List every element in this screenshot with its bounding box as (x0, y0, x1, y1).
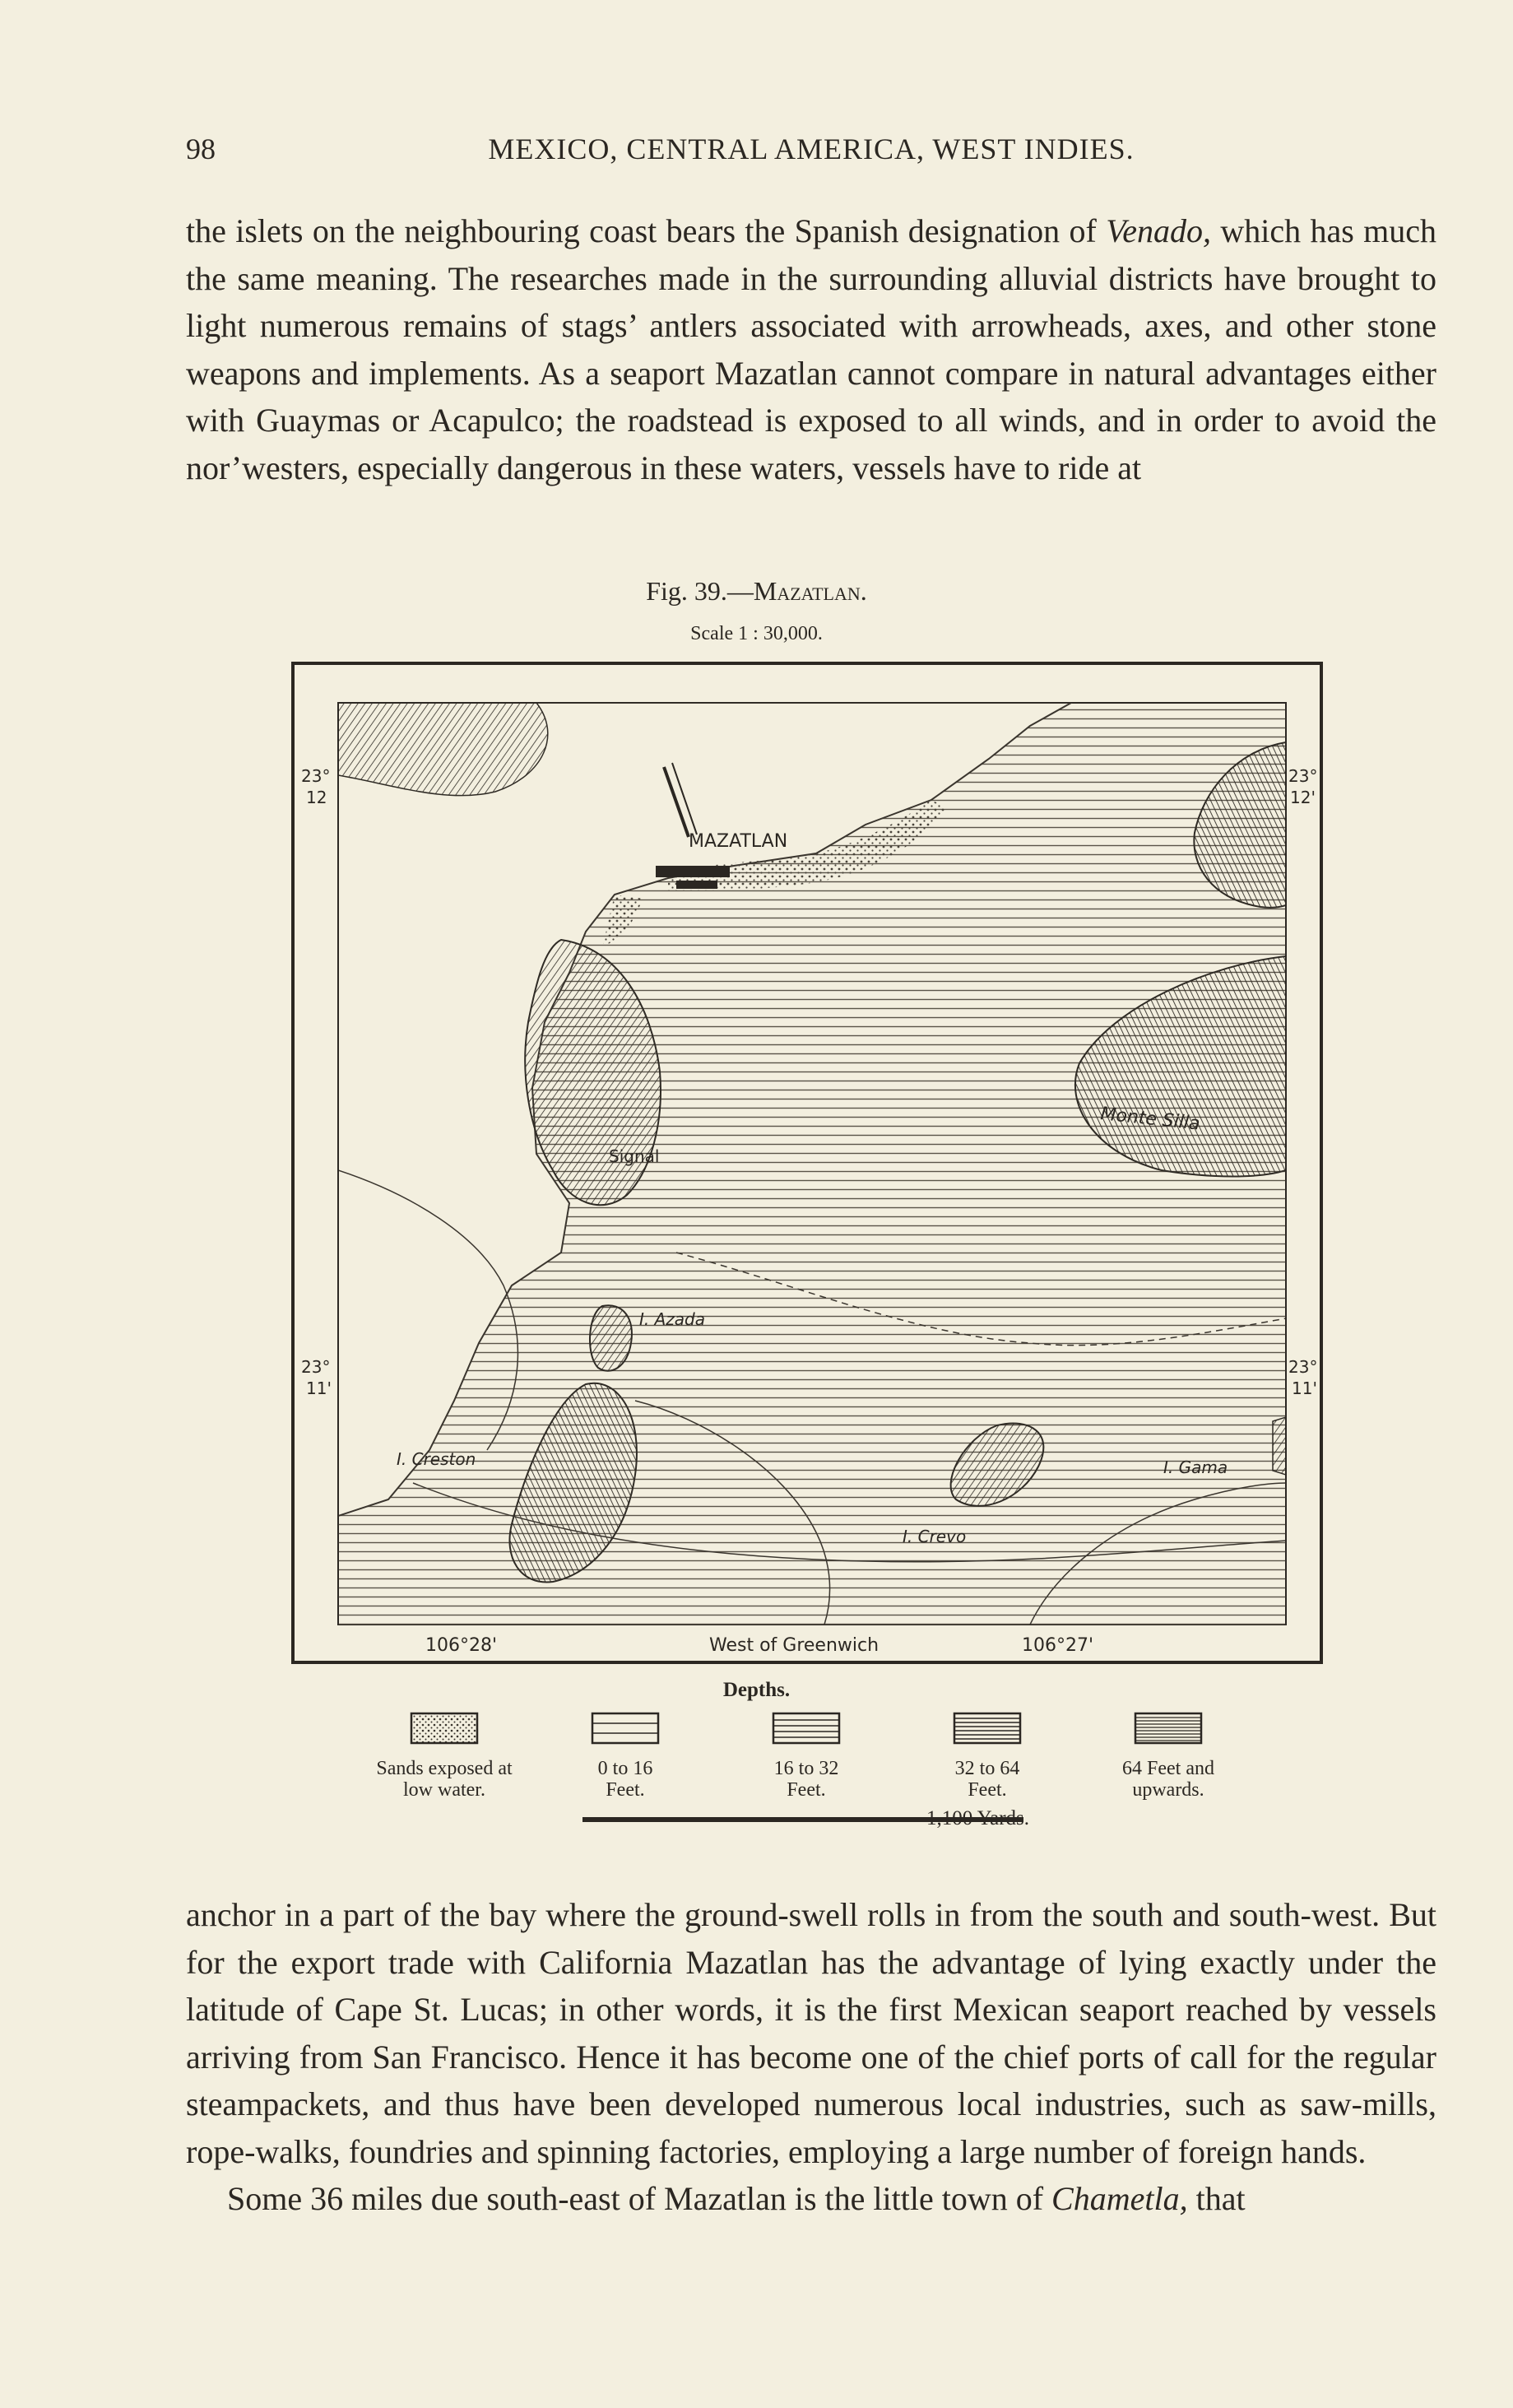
legend-swatch-16-32 (772, 1712, 841, 1745)
legend-item-32-64 (889, 1712, 1086, 1801)
paragraph-bottom (186, 1891, 1436, 2223)
isla-gama (1273, 1417, 1286, 1475)
figure-caption-title: Mazatlan. (753, 576, 867, 606)
label-isla-crevo: I. Crevo (903, 1527, 967, 1546)
paragraph-bottom-2 (186, 2175, 1436, 2223)
italic-chametla: Chametla, (1051, 2180, 1188, 2217)
figure-scale: Scale 1 : 30,000. (690, 623, 823, 644)
map-figure (290, 660, 1325, 1666)
label-isla-azada: I. Azada (639, 1309, 705, 1329)
figure-caption-prefix: Fig. 39.— (646, 576, 754, 606)
figure-caption (0, 576, 1513, 607)
label-isla-gama: I. Gama (1163, 1457, 1228, 1477)
lat-right-top-min: 12' (1290, 788, 1316, 807)
paragraph-bottom-2-text-b: that (1187, 2180, 1246, 2217)
lat-left-top-deg: 23° (301, 766, 331, 786)
legend-swatch-0-16 (591, 1712, 660, 1745)
legend-label-sands: Sands exposed at low water. (376, 1758, 513, 1801)
lon-center: West of Greenwich (709, 1635, 879, 1656)
label-mazatlan: MAZATLAN (689, 831, 788, 852)
scale-bar-label: 1,100 Yards. (926, 1807, 1030, 1829)
lat-right-bottom-min: 11' (1292, 1378, 1317, 1398)
legend-label-64-up: 64 Feet and upwards. (1122, 1758, 1214, 1801)
lat-right-top-deg: 23° (1288, 766, 1318, 786)
town-block-a (656, 866, 730, 877)
legend-item-sands (346, 1712, 543, 1801)
legend-item-16-32 (708, 1712, 905, 1801)
label-signal: Signal (609, 1146, 660, 1166)
paragraph-bottom-2-text-a: Some 36 miles due south-east of Mazatlan is the little town of (227, 2180, 1052, 2217)
italic-venado: Venado, (1106, 212, 1211, 249)
label-monte-silla: Monte Silla (1099, 1104, 1201, 1135)
paragraph-top-text-a: the islets on the neighbouring coast bears the Spanish designation of (186, 212, 1107, 249)
paragraph-top (186, 207, 1436, 491)
paragraph-top-text-b: which has much the same meaning. The researches made in the surrounding alluvial districts have brought to light numerous remains of stags’ antlers associated with arrowheads, axes, and other stone weapons and implements. As a seaport Mazatlan cannot compare in natural advantages either with Guaymas or Acapulco; the roadstead is exposed to all winds, and in order to avoid the nor’westers, especially dangerous in these waters, vessels have to ride at (186, 212, 1436, 486)
lat-left-top-min: 12 (306, 788, 327, 807)
lon-left: 106°28' (425, 1635, 498, 1656)
lon-right: 106°27' (1022, 1635, 1094, 1656)
town-block-b (676, 881, 717, 889)
lat-left-bottom-deg: 23° (301, 1357, 331, 1377)
legend-label-16-32: 16 to 32 Feet. (773, 1758, 839, 1801)
map-of-mazatlan (290, 660, 1325, 1666)
page-number: 98 (186, 132, 216, 165)
legend-title: Depths. (722, 1679, 791, 1701)
legend-item-0-16 (527, 1712, 724, 1801)
hill-northwest (338, 703, 548, 796)
lat-right-bottom-deg: 23° (1288, 1357, 1318, 1377)
legend-swatch-64-up (1134, 1712, 1203, 1745)
lat-left-bottom-min: 11' (306, 1378, 332, 1398)
legend-item-64-up (1070, 1712, 1267, 1801)
label-isla-creston: I. Creston (397, 1449, 476, 1469)
legend-label-32-64: 32 to 64 Feet. (954, 1758, 1020, 1801)
page-header (186, 132, 1436, 173)
legend-swatch-32-64 (953, 1712, 1022, 1745)
legend-swatch-sands (410, 1712, 479, 1745)
paragraph-bottom-1: anchor in a part of the bay where the ground-swell rolls in from the south and south-west. But for the export trade with California Mazatlan has the advantage of lying exactly under the latitude of Cape St. Lucas; in other words, it is the first Mexican seaport reached by vessels arriving from San Francisco. Hence it has become one of the chief ports of call for the regular steampackets, and thus have been developed numerous local industries, such as saw-mills, rope-walks, foundries and spinning factories, employing a large number of foreign hands. (186, 1896, 1436, 2170)
running-head: MEXICO, CENTRAL AMERICA, WEST INDIES. (488, 132, 1135, 165)
legend-label-0-16: 0 to 16 Feet. (597, 1758, 653, 1801)
